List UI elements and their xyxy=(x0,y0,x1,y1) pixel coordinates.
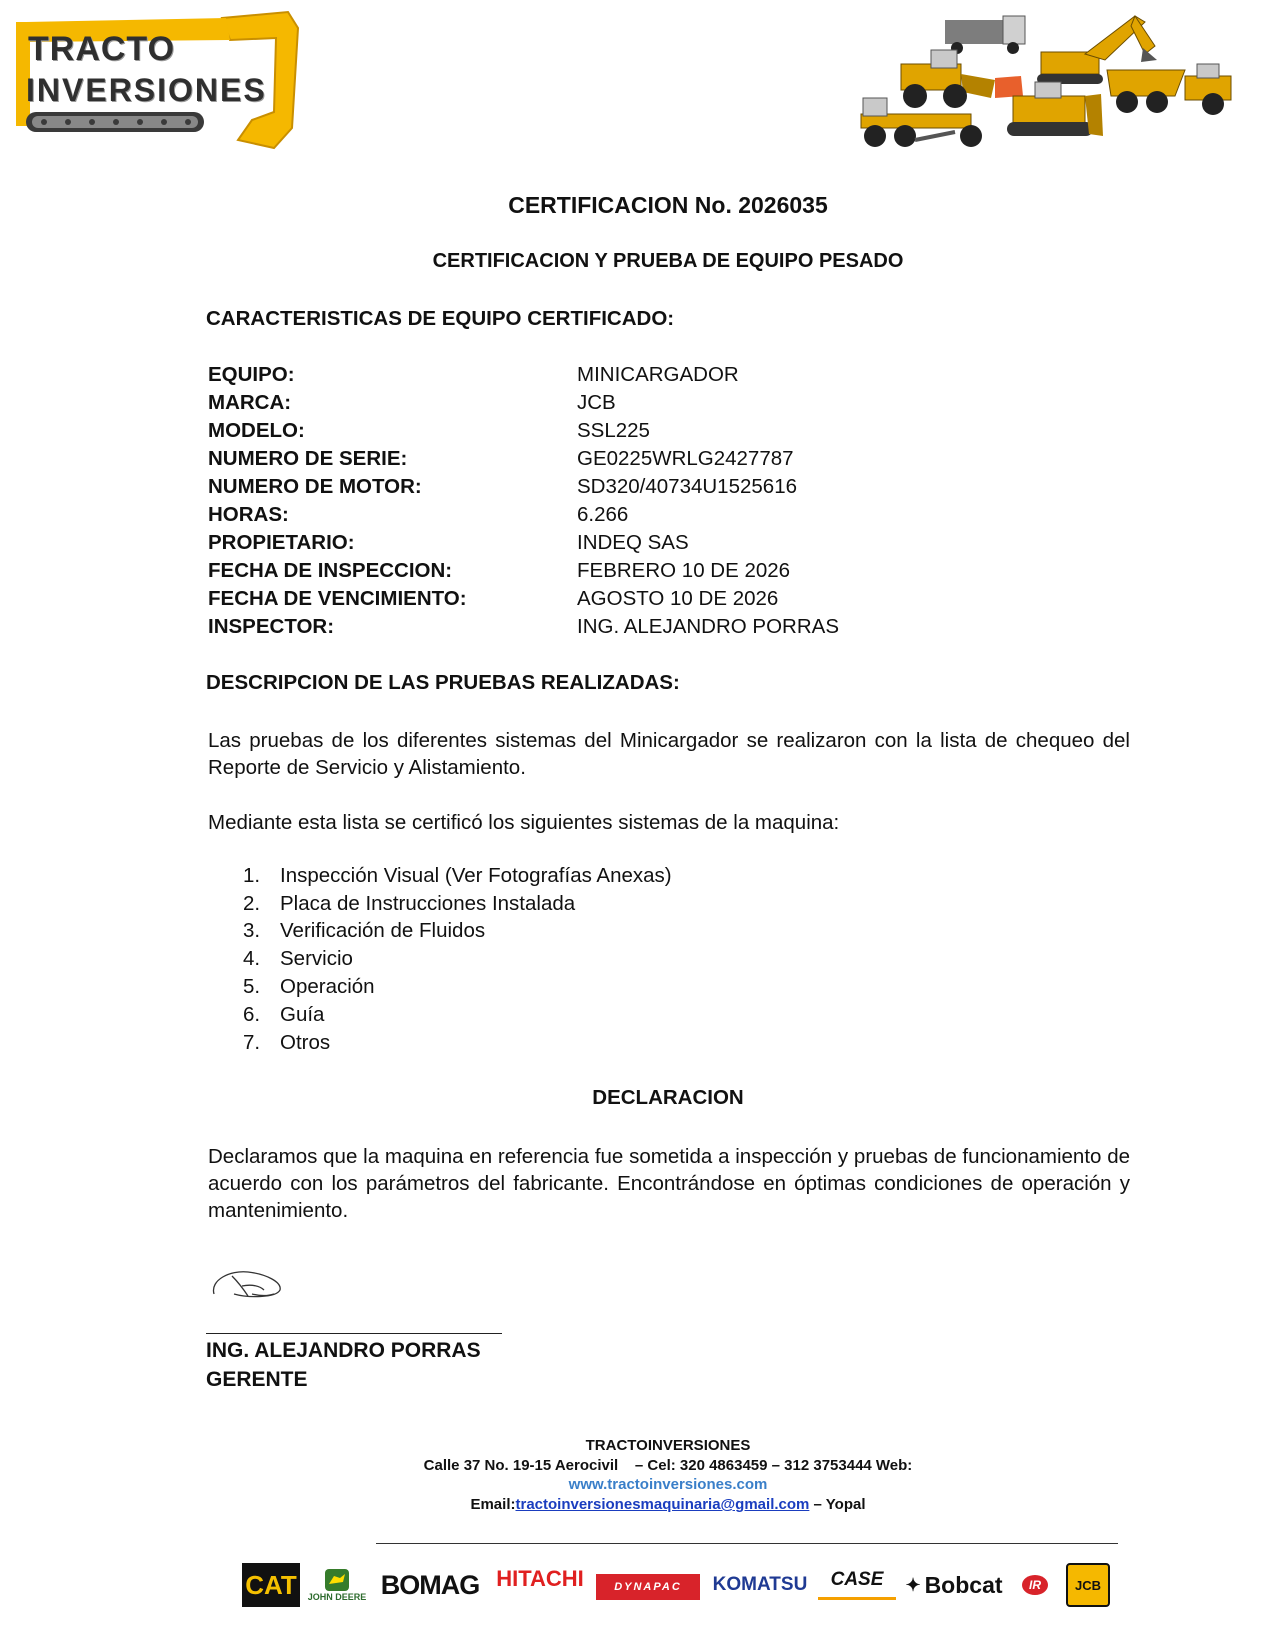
spec-row-horas xyxy=(208,503,1108,531)
bobcat-text: Bobcat xyxy=(924,1571,1003,1598)
logo-text-tracto: TRACTO xyxy=(28,30,176,68)
list-item xyxy=(243,947,353,971)
spec-value: AGOSTO 10 DE 2026 xyxy=(577,587,779,610)
footer-address: Calle 37 No. 19-15 Aerocivil – Cel: 320 4863459 – 312 3753444 Web: xyxy=(423,1457,913,1474)
komatsu-logo: KOMATSU xyxy=(712,1574,808,1595)
bomag-logo: BOMAG xyxy=(380,1569,480,1600)
wheel-loader-icon xyxy=(901,50,1023,108)
spec-label: NUMERO DE MOTOR: xyxy=(208,475,422,498)
jcb-logo: JCB xyxy=(1066,1563,1110,1607)
spec-row-inspector xyxy=(208,615,1108,643)
spec-row-propietario xyxy=(208,531,1108,559)
tests-heading: DESCRIPCION DE LAS PRUEBAS REALIZADAS: xyxy=(206,671,680,694)
footer-company: TRACTOINVERSIONES xyxy=(585,1437,751,1454)
footer-email-link[interactable]: tractoinversionesmaquinaria@gmail.com xyxy=(515,1496,810,1513)
spec-value: 6.266 xyxy=(577,503,629,526)
spec-value: INDEQ SAS xyxy=(577,531,689,554)
spec-row-motor xyxy=(208,475,1108,503)
articulated-hauler-icon xyxy=(1107,64,1231,115)
list-number: 1. xyxy=(243,864,261,887)
list-number: 7. xyxy=(243,1031,261,1054)
certification-number-title: CERTIFICACION No. 2026035 xyxy=(508,192,828,218)
spec-value: GE0225WRLG2427787 xyxy=(577,447,794,470)
signer-name: ING. ALEJANDRO PORRAS xyxy=(206,1339,481,1362)
systems-intro-paragraph: Mediante esta lista se certificó los siguientes sistemas de la maquina: xyxy=(208,811,840,834)
spec-label: HORAS: xyxy=(208,503,289,526)
spec-value: JCB xyxy=(577,391,616,414)
spec-row-equipo xyxy=(208,363,1108,391)
spec-row-serie xyxy=(208,447,1108,475)
list-item xyxy=(243,919,485,943)
spec-value: SSL225 xyxy=(577,419,650,442)
spec-value: SD320/40734U1525616 xyxy=(577,475,797,498)
spec-row-modelo xyxy=(208,419,1108,447)
handwritten-signature xyxy=(208,1264,288,1310)
list-number: 3. xyxy=(243,919,261,942)
specs-heading: CARACTERISTICAS DE EQUIPO CERTIFICADO: xyxy=(206,307,675,330)
footer-website-link[interactable]: www.tractoinversiones.com xyxy=(568,1476,768,1493)
ir-text: IR xyxy=(1022,1575,1048,1595)
list-item xyxy=(243,864,672,888)
list-number: 5. xyxy=(243,975,261,998)
dynapac-logo: DYNAPAC xyxy=(596,1574,700,1600)
spec-label: FECHA DE INSPECCION: xyxy=(208,559,453,582)
list-text: Placa de Instrucciones Instalada xyxy=(280,892,576,915)
list-item xyxy=(243,1003,324,1027)
spec-label: INSPECTOR: xyxy=(208,615,335,638)
john-deere-logo xyxy=(304,1563,370,1607)
certification-subtitle: CERTIFICACION Y PRUEBA DE EQUIPO PESADO xyxy=(432,250,904,272)
tests-paragraph: Las pruebas de los diferentes sistemas del Minicargador se realizaron con la lista de chequeo del Reporte de Servicio y Alistamiento. xyxy=(208,729,1130,779)
signer-role: GERENTE xyxy=(206,1368,308,1391)
cat-logo: CAT xyxy=(242,1563,300,1607)
deer-icon xyxy=(324,1568,350,1592)
dump-truck-icon xyxy=(945,16,1025,54)
logo-text-inversiones: INVERSIONES xyxy=(26,72,267,108)
email-suffix: – Yopal xyxy=(809,1496,866,1513)
bobcat-mascot-icon: ✦ xyxy=(905,1574,921,1595)
spec-label: EQUIPO: xyxy=(208,363,295,386)
company-logo xyxy=(12,8,304,154)
list-number: 2. xyxy=(243,892,261,915)
spec-label: FECHA DE VENCIMIENTO: xyxy=(208,587,467,610)
list-text: Guía xyxy=(280,1003,325,1026)
heavy-machinery-banner xyxy=(845,4,1255,172)
spec-label: MODELO: xyxy=(208,419,305,442)
list-item xyxy=(243,1031,330,1055)
declaration-paragraph: Declaramos que la maquina en referencia fue sometida a inspección y pruebas de funcionamiento de acuerdo con los parámetros del fabricante. Encontrándose en óptimas condiciones de operación y mantenimiento. xyxy=(208,1145,1130,1222)
spec-row-marca xyxy=(208,391,1108,419)
list-number: 4. xyxy=(243,947,261,970)
list-number: 6. xyxy=(243,1003,261,1026)
declaration-heading: DECLARACION xyxy=(592,1086,744,1109)
spec-label: NUMERO DE SERIE: xyxy=(208,447,408,470)
spec-value: ING. ALEJANDRO PORRAS xyxy=(577,615,840,638)
list-text: Operación xyxy=(280,975,375,998)
footer-divider xyxy=(376,1543,1118,1544)
list-text: Inspección Visual (Ver Fotografías Anexas) xyxy=(280,864,672,887)
footer-email-line xyxy=(0,1496,1276,1513)
spec-value: FEBRERO 10 DE 2026 xyxy=(577,559,791,582)
ingersoll-rand-logo xyxy=(1012,1563,1058,1607)
list-text: Servicio xyxy=(280,947,353,970)
spec-label: PROPIETARIO: xyxy=(208,531,355,554)
hitachi-logo: HITACHI xyxy=(496,1566,584,1591)
list-text: Verificación de Fluidos xyxy=(280,919,486,942)
spec-label: MARCA: xyxy=(208,391,292,414)
signature-line xyxy=(206,1333,502,1334)
bobcat-logo xyxy=(900,1563,1008,1607)
case-logo: CASE xyxy=(818,1563,896,1600)
spec-row-fecha-vencimiento xyxy=(208,587,1108,615)
list-item xyxy=(243,892,575,916)
spec-row-fecha-inspeccion xyxy=(208,559,1108,587)
list-text: Otros xyxy=(280,1031,331,1054)
john-deere-text: JOHN DEERE xyxy=(307,1592,367,1602)
list-item xyxy=(243,975,375,999)
spec-value: MINICARGADOR xyxy=(577,363,739,386)
email-prefix: Email: xyxy=(470,1496,516,1513)
